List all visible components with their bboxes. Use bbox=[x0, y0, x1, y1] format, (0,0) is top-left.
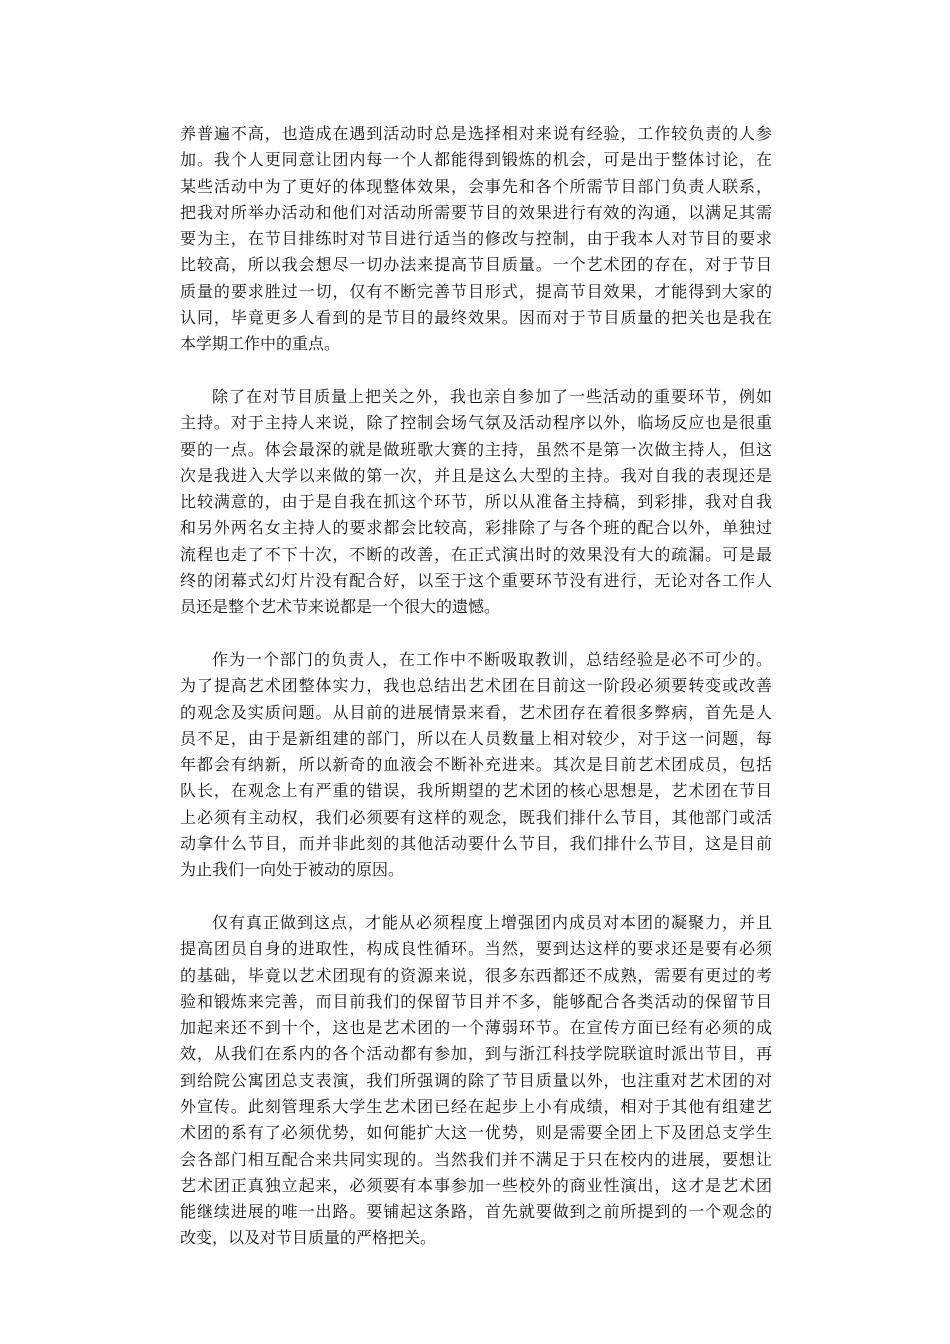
text-line: 比较高，所以我会想尽一切办法来提高节目质量。一个艺术团的存在，对于节目 bbox=[180, 255, 772, 275]
text-line: 仅有真正做到这点，才能从必须程度上增强团内成员对本团的凝聚力，并且 bbox=[212, 912, 772, 932]
paragraph-gap bbox=[180, 621, 772, 647]
text-line: 次是我进入大学以来做的第一次，并且是这么大型的主持。我对自我的表现还是 bbox=[180, 465, 772, 485]
paragraph-gap bbox=[180, 358, 772, 384]
text-line: 的观念及实质问题。从目前的进展情景来看，艺术团存在着很多弊病，首先是人 bbox=[180, 702, 772, 722]
text-line: 主持。对于主持人来说，除了控制会场气氛及活动程序以外，临场反应也是很重 bbox=[180, 413, 772, 433]
text-line: 队长，在观念上有严重的错误，我所期望的艺术团的核心思想是，艺术团在节目 bbox=[180, 781, 772, 801]
text-line: 认同，毕竟更多人看到的是节目的最终效果。因而对于节目质量的把关也是我在 bbox=[180, 308, 772, 328]
text-line: 艺术团正真独立起来，必须要有本事参加一些校外的商业性演出，这才是艺术团 bbox=[180, 1175, 772, 1195]
text-line: 员还是整个艺术节来说都是一个很大的遗憾。 bbox=[180, 597, 501, 617]
text-line: 终的闭幕式幻灯片没有配合好，以至于这个重要环节没有进行，无论对各工作人 bbox=[180, 571, 772, 591]
text-line: 改变，以及对节目质量的严格把关。 bbox=[180, 1228, 437, 1248]
text-line: 效，从我们在系内的各个活动都有参加，到与浙江科技学院联谊时派出节目，再 bbox=[180, 1044, 772, 1064]
text-line: 能继续进展的唯一出路。要铺起这条路，首先就要做到之前所提到的一个观念的 bbox=[180, 1202, 772, 1222]
text-line: 某些活动中为了更好的体现整体效果，会事先和各个所需节目部门负责人联系， bbox=[180, 176, 772, 196]
paragraph-2 bbox=[180, 384, 772, 621]
text-line: 流程也走了不下十次，不断的改善，在正式演出时的效果没有大的疏漏。可是最 bbox=[180, 544, 772, 564]
paragraph-1 bbox=[180, 121, 772, 358]
text-line: 会各部门相互配合来共同实现的。当然我们并不满足于只在校内的进展，要想让 bbox=[180, 1149, 772, 1169]
text-line: 为了提高艺术团整体实力，我也总结出艺术团在目前这一阶段必须要转变或改善 bbox=[180, 676, 772, 696]
text-line: 年都会有纳新，所以新奇的血液会不断补充进来。其次是目前艺术团成员，包括 bbox=[180, 755, 772, 775]
paragraph-gap bbox=[180, 884, 772, 910]
text-line: 到给院公寓团总支表演，我们所强调的除了节目质量以外，也注重对艺术团的对 bbox=[180, 1070, 772, 1090]
text-line: 术团的系有了必须优势，如何能扩大这一优势，则是需要全团上下及团总支学生 bbox=[180, 1123, 772, 1143]
text-line: 加起来还不到十个，这也是艺术团的一个薄弱环节。在宣传方面已经有必须的成 bbox=[180, 1018, 772, 1038]
text-line: 要的一点。体会最深的就是做班歌大赛的主持，虽然不是第一次做主持人，但这 bbox=[180, 439, 772, 459]
text-line: 为止我们一向处于被动的原因。 bbox=[180, 860, 405, 880]
text-line: 质量的要求胜过一切，仅有不断完善节目形式，提高节目效果，才能得到大家的 bbox=[180, 281, 772, 301]
text-line: 员不足，由于是新组建的部门，所以在人员数量上相对较少，对于这一问题，每 bbox=[180, 728, 772, 748]
text-line: 验和锻炼来完善，而目前我们的保留节目并不多，能够配合各类活动的保留节目 bbox=[180, 991, 772, 1011]
text-line: 加。我个人更同意让团内每一个人都能得到锻炼的机会，可是出于整体讨论，在 bbox=[180, 150, 772, 170]
text-line: 外宣传。此刻管理系大学生艺术团已经在起步上小有成绩，相对于其他有组建艺 bbox=[180, 1096, 772, 1116]
text-line: 和另外两名女主持人的要求都会比较高，彩排除了与各个班的配合以外，单独过 bbox=[180, 518, 772, 538]
text-line: 提高团员自身的进取性，构成良性循环。当然，要到达这样的要求还是要有必须 bbox=[180, 939, 772, 959]
text-line: 动拿什么节目，而并非此刻的其他活动要什么节目，我们排什么节目，这是目前 bbox=[180, 834, 772, 854]
paragraph-3 bbox=[180, 647, 772, 884]
document-body bbox=[180, 121, 772, 1252]
text-line: 除了在对节目质量上把关之外，我也亲自参加了一些活动的重要环节，例如 bbox=[212, 386, 772, 406]
paragraph-4 bbox=[180, 910, 772, 1252]
text-line: 养普遍不高，也造成在遇到活动时总是选择相对来说有经验，工作较负责的人参 bbox=[180, 124, 772, 143]
text-line: 要为主，在节目排练时对节目进行适当的修改与控制，由于我本人对节目的要求 bbox=[180, 229, 772, 249]
text-line: 本学期工作中的重点。 bbox=[180, 334, 341, 354]
text-line: 上必须有主动权，我们必须要有这样的观念，既我们排什么节目，其他部门或活 bbox=[180, 807, 772, 827]
text-line: 作为一个部门的负责人，在工作中不断吸取教训，总结经验是必不可少的。 bbox=[212, 649, 772, 669]
text-line: 把我对所举办活动和他们对活动所需要节目的效果进行有效的沟通，以满足其需 bbox=[180, 202, 772, 222]
text-line: 的基础，毕竟以艺术团现有的资源来说，很多东西都还不成熟，需要有更过的考 bbox=[180, 965, 772, 985]
text-line: 比较满意的，由于是自我在抓这个环节，所以从准备主持稿，到彩排，我对自我 bbox=[180, 492, 772, 512]
